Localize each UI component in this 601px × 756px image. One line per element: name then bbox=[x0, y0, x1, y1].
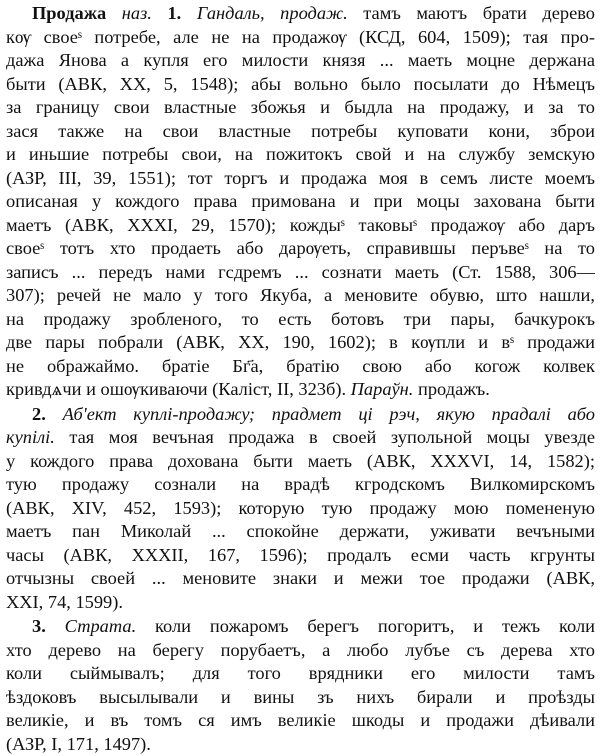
definition-text: Гандаль, продаж. bbox=[197, 3, 348, 23]
citation-text: записъ ... передъ нами гсдремъ ... сознати маеть (Ст. 1588, 306— bbox=[6, 262, 595, 282]
citation-text: маетъ пан Миколай ... спокойне держати, уживати вечъными bbox=[6, 521, 595, 541]
citation-text: тую продажу сознали на врадѣ кгродскомъ Вилкомирскомъ bbox=[6, 474, 595, 494]
text-line bbox=[6, 2, 595, 26]
sense-number: 1. bbox=[167, 3, 181, 23]
text-line bbox=[6, 591, 595, 615]
citation-text: за границу свои властные збожья и быдла на продажу, и за то bbox=[6, 97, 595, 117]
citation-text: кѹ своеˢ потребе, але не на продажѹ (КСД, 604, 1509); тая про- bbox=[6, 27, 595, 47]
citation-text: у кождого права дохована быти маеть (АВК, XXXVI, 14, 1582); bbox=[6, 451, 595, 471]
text-line bbox=[6, 520, 595, 544]
text-line bbox=[6, 167, 595, 191]
text-line bbox=[6, 378, 595, 402]
citation-text: продажъ. bbox=[413, 379, 489, 399]
citation-text: тая моя вечъная продажа в своей зупольной моцы увезде bbox=[55, 427, 595, 447]
text-line bbox=[6, 639, 595, 663]
text-line bbox=[6, 26, 595, 50]
citation-text: коли сыймывалъ; для того врядники его милости тамъ bbox=[6, 663, 595, 683]
citation-text: кривдѧчи и ошѹкиваючи (Каліст, II, 323б). bbox=[6, 379, 351, 399]
citation-text: отчызны своей ... меновите знаки и межи тое продажи (АВК, bbox=[6, 568, 595, 588]
text-line bbox=[6, 567, 595, 591]
citation-text: тамъ маютъ брати дерево bbox=[348, 3, 595, 23]
citation-text: (АЗР, III, 39, 1551); тот торгъ и продажа моя в семъ листе моемъ bbox=[6, 168, 595, 188]
citation-text: зася также на свои властные потребы куповати кони, зброи bbox=[6, 121, 595, 141]
citation-text: описаная у кождого права примована и при моцы захована быти bbox=[6, 191, 595, 211]
text-line bbox=[6, 686, 595, 710]
text-line bbox=[6, 120, 595, 144]
citation-text: великіе, и въ томъ ся имъ великіе шкоды и продажи дѣивали bbox=[6, 710, 595, 730]
text-line bbox=[6, 544, 595, 568]
citation-text: коли пожаромъ берегъ погоритъ, и тежъ коли bbox=[136, 616, 595, 636]
text-line bbox=[6, 49, 595, 73]
text-line bbox=[6, 733, 595, 756]
definition-text: Страта. bbox=[65, 616, 137, 636]
sense-number: 3. bbox=[32, 616, 46, 636]
citation-text: 307); речей не мало у того Якуба, а меновите обувю, што нашли, bbox=[6, 285, 595, 305]
text-line bbox=[6, 73, 595, 97]
citation-text: быти (АВК, XX, 5, 1548); абы вольно было посылати до Нѣмецъ bbox=[6, 74, 595, 94]
citation-text: часы (АВК, XXXII, 167, 1596); продалъ есми часть кгрунты bbox=[6, 545, 595, 565]
citation-text: (АВК, XIV, 452, 1593); которую тую продажу мою помененую bbox=[6, 498, 595, 518]
citation-text: ѣздоковъ высылывали и вины зъ нихъ бирали и проѣзды bbox=[6, 687, 595, 707]
sense-1 bbox=[6, 2, 595, 402]
sense-number: 2. bbox=[32, 404, 46, 424]
definition-text: Аб'ект куплі-продажу; прадмет ці рэч, якую прадалі або bbox=[63, 404, 595, 424]
grammar-label: наз. bbox=[122, 3, 152, 23]
text-line bbox=[6, 261, 595, 285]
text-line bbox=[6, 355, 595, 379]
definition-text: купілі. bbox=[6, 427, 55, 447]
text-line bbox=[6, 450, 595, 474]
citation-text: маетъ (АВК, XXXI, 29, 1570); кождыˢ таковыˢ продажѹ або даръ bbox=[6, 215, 595, 235]
sense-3 bbox=[6, 615, 595, 756]
headword: Продажа bbox=[32, 3, 106, 23]
text-line bbox=[6, 214, 595, 238]
text-line bbox=[6, 426, 595, 450]
citation-text: и иньшие потребы свои, на пожитокъ свой и на службу земскую bbox=[6, 144, 595, 164]
text-line bbox=[6, 308, 595, 332]
text-line bbox=[6, 473, 595, 497]
definition-text: Параўн. bbox=[351, 379, 414, 399]
text-line bbox=[6, 284, 595, 308]
text-line bbox=[6, 237, 595, 261]
dictionary-entry bbox=[6, 2, 595, 756]
citation-text: на продажу зробленого, то есть ботовъ три пары, бачкурокъ bbox=[6, 309, 595, 329]
citation-text: хто дерево на берегу порубаетъ, а любо лубъе съ дерева хто bbox=[6, 640, 595, 660]
citation-text: (АЗР, I, 171, 1497). bbox=[6, 734, 151, 754]
sense-2 bbox=[6, 403, 595, 615]
text-line bbox=[6, 709, 595, 733]
text-line bbox=[6, 331, 595, 355]
text-line bbox=[6, 96, 595, 120]
text-line bbox=[6, 662, 595, 686]
citation-text: две пары побрали (АВК, XX, 190, 1602); в кѹпли и вˢ продажи bbox=[6, 332, 595, 352]
citation-text: не ображаймо. братіе Бг҃а, братію свою або когож колвек bbox=[6, 356, 595, 376]
citation-text: дажа Янова а купля его милости князя ... маеть моцне держана bbox=[6, 50, 595, 70]
text-line bbox=[6, 190, 595, 214]
citation-text: XXI, 74, 1599). bbox=[6, 592, 123, 612]
citation-text: своеˢ тотъ хто продаеть або дарѹеть, справившы перъвеˢ на то bbox=[6, 238, 595, 258]
text-line bbox=[6, 615, 595, 639]
text-line bbox=[6, 497, 595, 521]
text-line bbox=[6, 143, 595, 167]
text-line bbox=[6, 403, 595, 427]
